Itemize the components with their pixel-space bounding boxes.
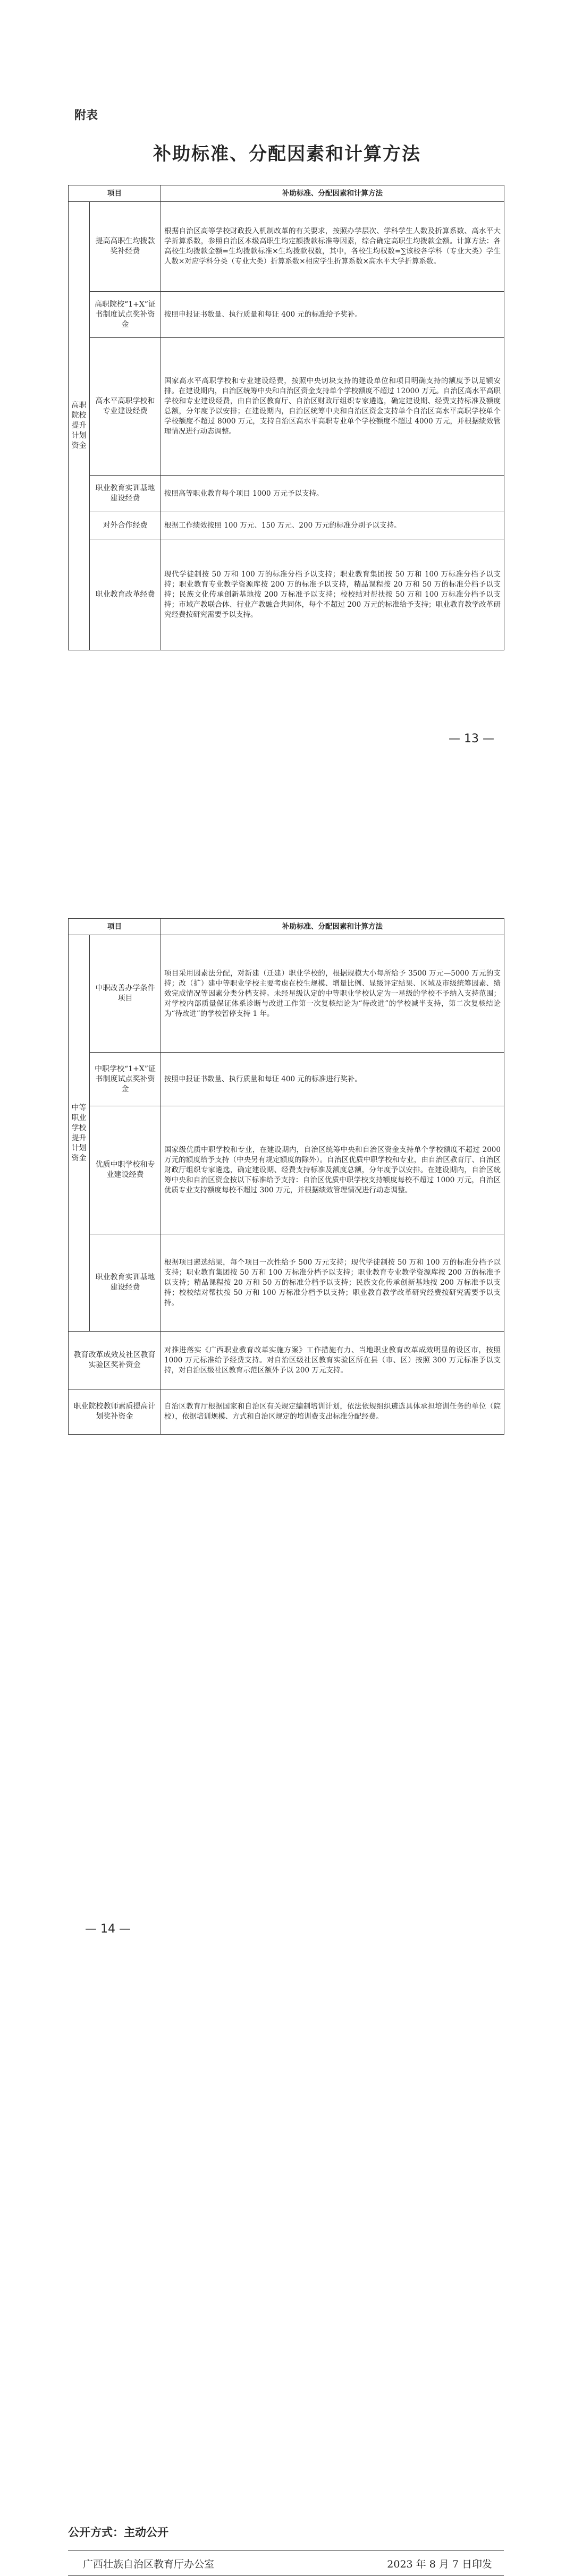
item-cell: 高职院校“1+X”证书制度试点奖补资金 xyxy=(90,292,161,338)
item-cell: 职业院校教师素质提高计划奖补资金 xyxy=(69,1389,161,1435)
subsidy-table-part1 xyxy=(68,185,504,650)
table-row xyxy=(69,338,504,476)
header-item: 项目 xyxy=(69,185,161,202)
page-14 xyxy=(0,887,574,1971)
issuance-footer xyxy=(68,2550,504,2576)
page-13 xyxy=(0,0,574,813)
issue-date: 2023 年 8 月 7 日印发 xyxy=(387,2558,492,2570)
item-cell: 对外合作经费 xyxy=(90,512,161,539)
page-number: — 13 — xyxy=(449,732,494,745)
desc-cell: 项目采用因素法分配，对新建（迁建）职业学校的，根据规模大小每所给予 3500 万元—5000 万元的支持；改（扩）建中等职业学校主要考虑在校生规模、增量比例、显级评定结果、区域及市级统筹因素、绩效完成情况等因素分类分档支持。未经星级认定的中等职业学校认定为一星级的学校不予纳入支持范围；对学校内部质量保证体系诊断与改进工作第一次复核结论为“待改进”的学校减半支持，第二次复核结论为“待改进”的学校暂停支持 1 年。 xyxy=(161,935,504,1053)
desc-cell: 国家级优质中职学校和专业，在建设期内，自治区统筹中央和自治区资金支持单个学校额度不超过 2000 万元的额度给予支持（中央另有规定额度的除外）。自治区优质中职学校和专业，由自治区教育厅、自治区财政厅组织专家遴选，确定建设期、经费支持标准及额度总额，分年度予以安排。在建设期内，自治区统筹中央和自治区资金按以下标准给予支持：自治区优质中职学校支持额度每校不超过 1000 万元，自治区优质专业支持额度每校不超过 300 万元，并根据绩效管理情况进行动态调整。 xyxy=(161,1106,504,1234)
table-row xyxy=(69,292,504,338)
page-number: — 14 — xyxy=(85,1922,131,1936)
item-cell: 教育改革成效及社区教育实验区奖补资金 xyxy=(69,1332,161,1389)
table-row xyxy=(69,1053,504,1106)
desc-cell: 自治区教育厅根据国家和自治区有关规定编制培训计划，依法依规组织遴选具体承担培训任务的单位（院校），依据培训规模、方式和自治区规定的培训费支出标准分配经费。 xyxy=(161,1389,504,1435)
desc-cell: 对推进落实《广西职业教育改革实施方案》工作措施有力、当地职业教育改革成效明显的设区市，按照 1000 万元标准给予经费支持。对自治区级社区教育实验区所在县（市、区）按照 300 万元标准予以支持，对自治区级社区教育示范区额外予以 200 万元支持。 xyxy=(161,1332,504,1389)
desc-cell: 现代学徒制按 50 万和 100 万的标准分档予以支持；职业教育集团按 50 万和 100 万标准分档予以支持；职业教育专业教学资源库按 200 万的标准予以支持，精品课程按 20 万和 50 万的标准分档予以支持；民族文化传承创新基地按 200 万标准予以支持；校校结对帮扶按 50 万和 100 万标准分档予以支持；市域产教联合体、行业产教融合共同体，每个不超过 200 万元的标准给予支持；职业教育教学改革研究经费按研究需要予以支持。 xyxy=(161,539,504,650)
category-cell: 中等职业学校提升计划资金 xyxy=(69,935,90,1332)
table-row xyxy=(69,539,504,650)
subsidy-table-part2 xyxy=(68,918,504,1435)
item-cell: 中职学校“1+X”证书制度试点奖补资金 xyxy=(90,1053,161,1106)
desc-cell: 根据项目遴选结果，每个项目一次性给予 500 万元支持；现代学徒制按 50 万和 100 万的标准分档予以支持；职业教育集团按 50 万和 100 万标准分档予以支持；职业教育专业教学资源库按 200 万的标准予以支持；精品课程按 20 万和 50 万的标准分档予以支持；民族文化传承创新基地按 200 万标准予以支持；校校结对帮扶按 50 万和 100 万标准分档予以支持；职业教育教学改革研究经费按研究需要予以支持。 xyxy=(161,1234,504,1332)
document-title: 补助标准、分配因素和计算方法 xyxy=(153,143,421,165)
table-row xyxy=(69,1234,504,1332)
category-cell: 高职院校提升计划资金 xyxy=(69,202,90,650)
desc-cell: 按照申报证书数量、执行质量和每证 400 元的标准进行奖补。 xyxy=(161,1053,504,1106)
table-row xyxy=(69,512,504,539)
desc-cell: 按照高等职业教育每个项目 1000 万元予以支持。 xyxy=(161,476,504,512)
table-row xyxy=(69,476,504,512)
item-cell: 高水平高职学校和专业建设经费 xyxy=(90,338,161,476)
item-cell: 中职改善办学条件项目 xyxy=(90,935,161,1053)
table-row xyxy=(69,935,504,1053)
desc-cell: 根据自治区高等学校财政投入机制改革的有关要求，按照办学层次、学科学生人数及折算系数、高水平大学折算系数，参照自治区本级高职生均定额拨款标准等因素，综合确定高职生均拨款金额。计算方法：各高校生均拨款金额=生均拨款标准×生均拨款权数，其中，各校生均权数=∑该校各学科（专业大类）学生人数×对应学科分类（专业大类）折算系数×相应学生折算系数×高水平大学折算系数。 xyxy=(161,202,504,292)
table-row xyxy=(69,202,504,292)
table-row xyxy=(69,1389,504,1435)
table-row xyxy=(69,1332,504,1389)
item-cell: 优质中职学校和专业建设经费 xyxy=(90,1106,161,1234)
table-header-row xyxy=(69,185,504,202)
issuing-office: 广西壮族自治区教育厅办公室 xyxy=(83,2558,215,2570)
desc-cell: 根据工作绩效按照 100 万元、150 万元、200 万元的标准分别予以支持。 xyxy=(161,512,504,539)
item-cell: 提高高职生均拨款奖补经费 xyxy=(90,202,161,292)
header-method: 补助标准、分配因素和计算方法 xyxy=(161,919,504,935)
table-row xyxy=(69,1106,504,1234)
desc-cell: 按照申报证书数量、执行质量和每证 400 元的标准给予奖补。 xyxy=(161,292,504,338)
header-method: 补助标准、分配因素和计算方法 xyxy=(161,185,504,202)
item-cell: 职业教育改革经费 xyxy=(90,539,161,650)
appendix-label: 附表 xyxy=(74,109,98,122)
desc-cell: 国家高水平高职学校和专业建设经费，按照中央切块支持的建设单位和项目明确支持的额度予以足额安排。在建设期内，自治区统筹中央和自治区资金支持单个学校额度不超过 12000 万元。自治区高水平高职学校和专业建设经费，由自治区教育厅、自治区财政厅组织专家遴选，确定建设期、经费支持标准及额度总额，分年度予以安排；在建设期内，自治区统筹中央和自治区资金支持单个自治区高水平高职学校单个学校额度不超过 8000 万元，支持自治区高水平高职专业单个学校额度不超过 4000 万元，并根据绩效管理情况进行动态调整。 xyxy=(161,338,504,476)
item-cell: 职业教育实训基地建设经费 xyxy=(90,1234,161,1332)
table-header-row xyxy=(69,919,504,935)
header-item: 项目 xyxy=(69,919,161,935)
disclosure-mode: 公开方式：主动公开 xyxy=(68,2526,168,2539)
item-cell: 职业教育实训基地建设经费 xyxy=(90,476,161,512)
imprint-page xyxy=(0,1971,574,2570)
